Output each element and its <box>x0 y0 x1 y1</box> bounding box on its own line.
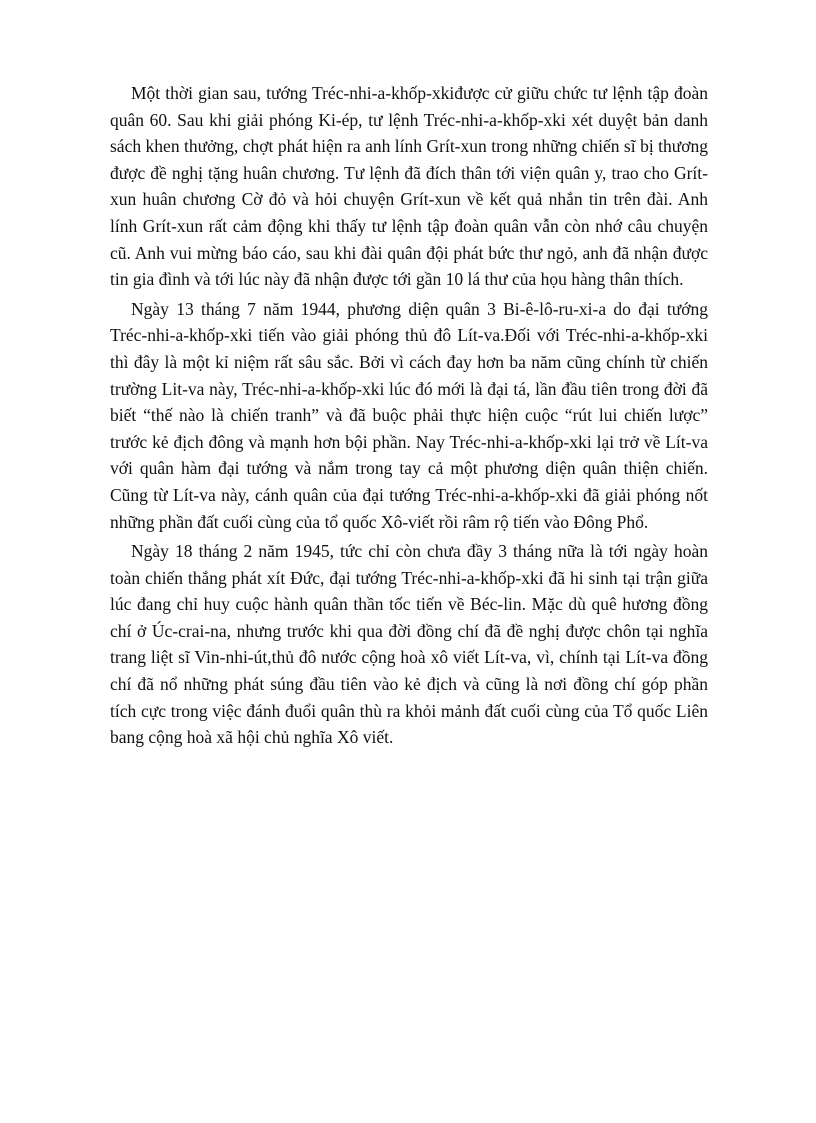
paragraph-3: Ngày 18 tháng 2 năm 1945, tức chỉ còn chưa đầy 3 tháng nữa là tới ngày hoàn toàn chiến thắng phát xít Đức, đại tướng Tréc-nhi-a-khốp-xki đã hi sinh tại trận giữa lúc đang chỉ huy cuộc hành quân thần tốc tiến về Béc-lin. Mặc dù quê hương đồng chí ở Úc-crai-na, nhưng trước khi qua đời đồng chí đã đề nghị được chôn tại nghĩa trang liệt sĩ Vin-nhi-út,thủ đô nước cộng hoà xô viết Lít-va, vì, chính tại Lít-va đồng chí đã nổ những phát súng đầu tiên vào kẻ địch và cũng là nơi đồng chí góp phần tích cực trong việc đánh đuổi quân thù ra khỏi mảnh đất cuối cùng của Tổ quốc Liên bang cộng hoà xã hội chủ nghĩa Xô viết. <box>110 541 708 748</box>
paragraph-1: Một thời gian sau, tướng Tréc-nhi-a-khốp-xkiđược cử giữu chức tư lệnh tập đoàn quân 60. Sau khi giải phóng Ki-ép, tư lệnh Tréc-nhi-a-khốp-xki xét duyệt bản danh sách khen thưởng, chợt phát hiện ra anh lính Grít-xun trong những chiến sĩ bị thương được đề nghị tặng huân chương. Tư lệnh đã đích thân tới viện quân y, trao cho Grít-xun huân chương Cờ đỏ và hỏi chuyện Grít-xun về kết quả nhắn tin trên đài. Anh lính Grít-xun rất cảm động khi thấy tư lệnh tập đoàn quân vẫn còn nhớ câu chuyện cũ. Anh vui mừng báo cáo, sau khi đài quân đội phát bức thư ngỏ, anh đã nhận được tin gia đình và tới lúc này đã nhận được tới gần 10 lá thư của họu hàng thân thích. <box>110 83 708 290</box>
paragraph-2: Ngày 13 tháng 7 năm 1944, phương diện quân 3 Bi-ê-lô-ru-xi-a do đại tướng Tréc-nhi-a-khốp-xki tiến vào giải phóng thủ đô Lít-va.Đối với Tréc-nhi-a-khốp-xki thì đây là một kỉ niệm rất sâu sắc. Bởi vì cách đay hơn ba năm cũng chính từ chiến trường Lit-va này, Tréc-nhi-a-khốp-xki lúc đó mới là đại tá, lần đầu tiên trong đời đã biết “thế nào là chiến tranh” và đã buộc phải thực hiện cuộc “rút lui chiến lược” trước kẻ địch đông và mạnh hơn bội phần. Nay Tréc-nhi-a-khốp-xki lại trở về Lít-va với quân hàm đại tướng và nắm trong tay cả một phương diện quân thiện chiến. Cũng từ Lít-va này, cánh quân của đại tướng Tréc-nhi-a-khốp-xki đã giải phóng nốt những phần đất cuối cùng của tổ quốc Xô-viết rồi râm rộ tiến vào Đông Phổ. <box>110 298 708 532</box>
document-page <box>110 80 708 754</box>
